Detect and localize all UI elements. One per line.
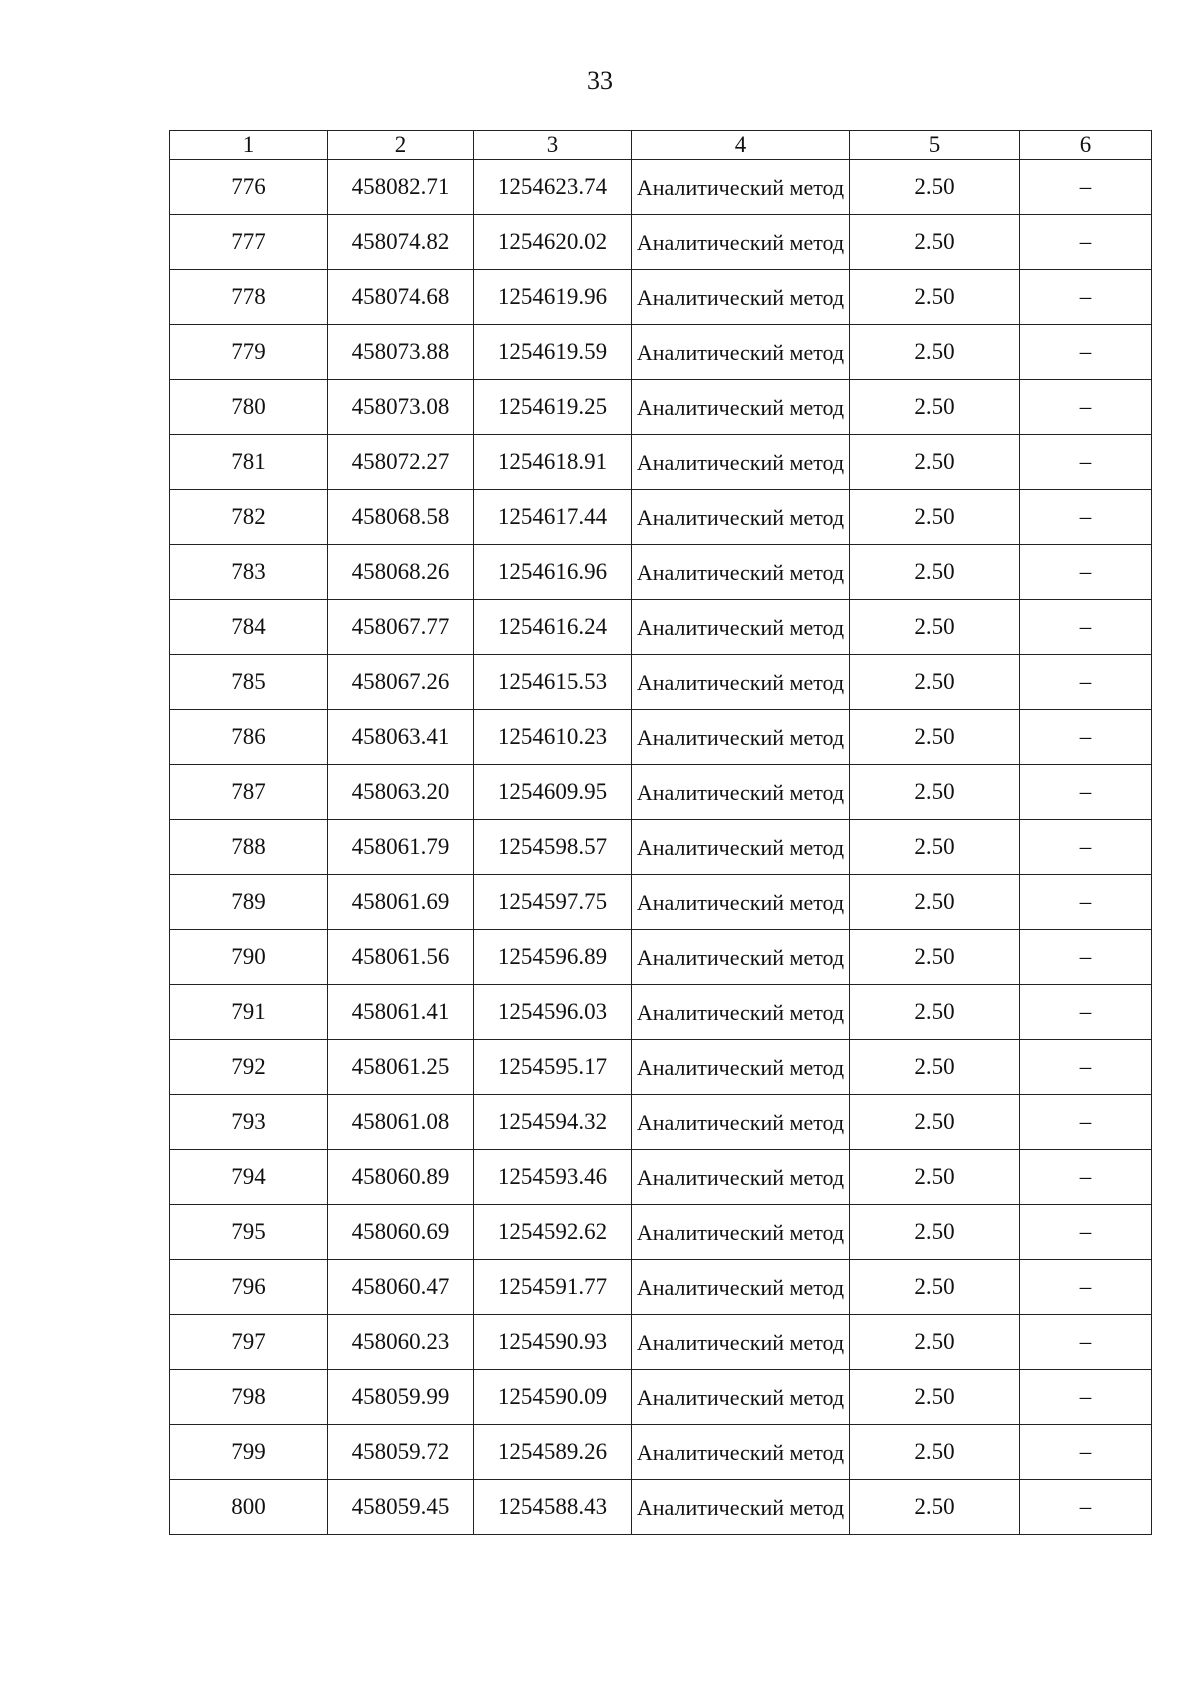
y-coordinate-cell: 1254593.46: [474, 1150, 632, 1205]
y-coordinate-cell: 1254592.62: [474, 1205, 632, 1260]
y-coordinate-cell: 1254595.17: [474, 1040, 632, 1095]
method-cell: Аналитический метод: [632, 1095, 850, 1150]
accuracy-cell: 2.50: [850, 985, 1020, 1040]
x-coordinate-cell: 458067.26: [328, 655, 474, 710]
x-coordinate-cell: 458060.23: [328, 1315, 474, 1370]
description-cell: –: [1020, 1095, 1152, 1150]
point-number-cell: 784: [170, 600, 328, 655]
table-row: [170, 1150, 1152, 1205]
table-body: [170, 160, 1152, 1535]
column-header-5: 5: [850, 131, 1020, 160]
description-cell: –: [1020, 710, 1152, 765]
description-cell: –: [1020, 1315, 1152, 1370]
accuracy-cell: 2.50: [850, 820, 1020, 875]
x-coordinate-cell: 458072.27: [328, 435, 474, 490]
column-header-1: 1: [170, 131, 328, 160]
table-row: [170, 930, 1152, 985]
accuracy-cell: 2.50: [850, 215, 1020, 270]
method-cell: Аналитический метод: [632, 160, 850, 215]
column-header-2: 2: [328, 131, 474, 160]
x-coordinate-cell: 458060.89: [328, 1150, 474, 1205]
description-cell: –: [1020, 435, 1152, 490]
description-cell: –: [1020, 215, 1152, 270]
point-number-cell: 776: [170, 160, 328, 215]
table-row: [170, 1425, 1152, 1480]
y-coordinate-cell: 1254610.23: [474, 710, 632, 765]
x-coordinate-cell: 458074.82: [328, 215, 474, 270]
y-coordinate-cell: 1254616.96: [474, 545, 632, 600]
description-cell: –: [1020, 270, 1152, 325]
method-cell: Аналитический метод: [632, 380, 850, 435]
method-cell: Аналитический метод: [632, 600, 850, 655]
point-number-cell: 783: [170, 545, 328, 600]
table-row: [170, 1480, 1152, 1535]
table-row: [170, 1205, 1152, 1260]
description-cell: –: [1020, 1425, 1152, 1480]
accuracy-cell: 2.50: [850, 1425, 1020, 1480]
description-cell: –: [1020, 1480, 1152, 1535]
point-number-cell: 794: [170, 1150, 328, 1205]
method-cell: Аналитический метод: [632, 710, 850, 765]
method-cell: Аналитический метод: [632, 215, 850, 270]
x-coordinate-cell: 458061.08: [328, 1095, 474, 1150]
x-coordinate-cell: 458059.72: [328, 1425, 474, 1480]
point-number-cell: 799: [170, 1425, 328, 1480]
table-row: [170, 875, 1152, 930]
description-cell: –: [1020, 655, 1152, 710]
table-row: [170, 325, 1152, 380]
table-row: [170, 655, 1152, 710]
x-coordinate-cell: 458067.77: [328, 600, 474, 655]
y-coordinate-cell: 1254596.03: [474, 985, 632, 1040]
table-row: [170, 985, 1152, 1040]
accuracy-cell: 2.50: [850, 765, 1020, 820]
table-row: [170, 1260, 1152, 1315]
x-coordinate-cell: 458068.26: [328, 545, 474, 600]
method-cell: Аналитический метод: [632, 1150, 850, 1205]
point-number-cell: 791: [170, 985, 328, 1040]
method-cell: Аналитический метод: [632, 655, 850, 710]
accuracy-cell: 2.50: [850, 490, 1020, 545]
table-row: [170, 545, 1152, 600]
coordinates-table: [169, 130, 1152, 1535]
x-coordinate-cell: 458061.56: [328, 930, 474, 985]
description-cell: –: [1020, 490, 1152, 545]
description-cell: –: [1020, 820, 1152, 875]
x-coordinate-cell: 458063.20: [328, 765, 474, 820]
method-cell: Аналитический метод: [632, 1040, 850, 1095]
point-number-cell: 785: [170, 655, 328, 710]
y-coordinate-cell: 1254590.93: [474, 1315, 632, 1370]
method-cell: Аналитический метод: [632, 435, 850, 490]
column-header-3: 3: [474, 131, 632, 160]
y-coordinate-cell: 1254588.43: [474, 1480, 632, 1535]
table-row: [170, 1040, 1152, 1095]
table-row: [170, 1315, 1152, 1370]
x-coordinate-cell: 458061.69: [328, 875, 474, 930]
column-header-6: 6: [1020, 131, 1152, 160]
method-cell: Аналитический метод: [632, 325, 850, 380]
point-number-cell: 795: [170, 1205, 328, 1260]
accuracy-cell: 2.50: [850, 1205, 1020, 1260]
method-cell: Аналитический метод: [632, 1480, 850, 1535]
table-row: [170, 710, 1152, 765]
accuracy-cell: 2.50: [850, 930, 1020, 985]
y-coordinate-cell: 1254620.02: [474, 215, 632, 270]
table-row: [170, 1095, 1152, 1150]
point-number-cell: 779: [170, 325, 328, 380]
column-header-4: 4: [632, 131, 850, 160]
point-number-cell: 780: [170, 380, 328, 435]
method-cell: Аналитический метод: [632, 820, 850, 875]
y-coordinate-cell: 1254590.09: [474, 1370, 632, 1425]
description-cell: –: [1020, 1040, 1152, 1095]
table-row: [170, 600, 1152, 655]
point-number-cell: 792: [170, 1040, 328, 1095]
method-cell: Аналитический метод: [632, 1205, 850, 1260]
x-coordinate-cell: 458073.08: [328, 380, 474, 435]
x-coordinate-cell: 458068.58: [328, 490, 474, 545]
y-coordinate-cell: 1254591.77: [474, 1260, 632, 1315]
description-cell: –: [1020, 160, 1152, 215]
description-cell: –: [1020, 600, 1152, 655]
method-cell: Аналитический метод: [632, 1315, 850, 1370]
point-number-cell: 777: [170, 215, 328, 270]
accuracy-cell: 2.50: [850, 875, 1020, 930]
accuracy-cell: 2.50: [850, 1260, 1020, 1315]
point-number-cell: 796: [170, 1260, 328, 1315]
accuracy-cell: 2.50: [850, 325, 1020, 380]
accuracy-cell: 2.50: [850, 1150, 1020, 1205]
x-coordinate-cell: 458059.99: [328, 1370, 474, 1425]
description-cell: –: [1020, 380, 1152, 435]
page-number: 33: [587, 66, 613, 95]
description-cell: –: [1020, 325, 1152, 380]
y-coordinate-cell: 1254619.25: [474, 380, 632, 435]
description-cell: –: [1020, 930, 1152, 985]
table-row: [170, 270, 1152, 325]
x-coordinate-cell: 458074.68: [328, 270, 474, 325]
accuracy-cell: 2.50: [850, 545, 1020, 600]
point-number-cell: 793: [170, 1095, 328, 1150]
header-row: [170, 131, 1152, 160]
table-row: [170, 1370, 1152, 1425]
y-coordinate-cell: 1254623.74: [474, 160, 632, 215]
point-number-cell: 786: [170, 710, 328, 765]
x-coordinate-cell: 458060.69: [328, 1205, 474, 1260]
point-number-cell: 788: [170, 820, 328, 875]
y-coordinate-cell: 1254617.44: [474, 490, 632, 545]
x-coordinate-cell: 458063.41: [328, 710, 474, 765]
y-coordinate-cell: 1254594.32: [474, 1095, 632, 1150]
y-coordinate-cell: 1254619.59: [474, 325, 632, 380]
method-cell: Аналитический метод: [632, 545, 850, 600]
table-row: [170, 380, 1152, 435]
accuracy-cell: 2.50: [850, 160, 1020, 215]
y-coordinate-cell: 1254596.89: [474, 930, 632, 985]
method-cell: Аналитический метод: [632, 270, 850, 325]
table-row: [170, 160, 1152, 215]
table-row: [170, 215, 1152, 270]
x-coordinate-cell: 458073.88: [328, 325, 474, 380]
accuracy-cell: 2.50: [850, 435, 1020, 490]
x-coordinate-cell: 458061.41: [328, 985, 474, 1040]
method-cell: Аналитический метод: [632, 930, 850, 985]
accuracy-cell: 2.50: [850, 1370, 1020, 1425]
accuracy-cell: 2.50: [850, 380, 1020, 435]
method-cell: Аналитический метод: [632, 875, 850, 930]
description-cell: –: [1020, 875, 1152, 930]
description-cell: –: [1020, 1205, 1152, 1260]
point-number-cell: 789: [170, 875, 328, 930]
method-cell: Аналитический метод: [632, 1425, 850, 1480]
accuracy-cell: 2.50: [850, 270, 1020, 325]
y-coordinate-cell: 1254619.96: [474, 270, 632, 325]
point-number-cell: 782: [170, 490, 328, 545]
table-header: [170, 131, 1152, 160]
method-cell: Аналитический метод: [632, 490, 850, 545]
y-coordinate-cell: 1254609.95: [474, 765, 632, 820]
y-coordinate-cell: 1254598.57: [474, 820, 632, 875]
description-cell: –: [1020, 1150, 1152, 1205]
description-cell: –: [1020, 765, 1152, 820]
y-coordinate-cell: 1254618.91: [474, 435, 632, 490]
table-row: [170, 820, 1152, 875]
y-coordinate-cell: 1254589.26: [474, 1425, 632, 1480]
method-cell: Аналитический метод: [632, 765, 850, 820]
table-row: [170, 435, 1152, 490]
point-number-cell: 798: [170, 1370, 328, 1425]
description-cell: –: [1020, 985, 1152, 1040]
accuracy-cell: 2.50: [850, 655, 1020, 710]
point-number-cell: 790: [170, 930, 328, 985]
accuracy-cell: 2.50: [850, 1040, 1020, 1095]
point-number-cell: 797: [170, 1315, 328, 1370]
accuracy-cell: 2.50: [850, 1095, 1020, 1150]
method-cell: Аналитический метод: [632, 985, 850, 1040]
point-number-cell: 781: [170, 435, 328, 490]
x-coordinate-cell: 458059.45: [328, 1480, 474, 1535]
accuracy-cell: 2.50: [850, 1315, 1020, 1370]
accuracy-cell: 2.50: [850, 1480, 1020, 1535]
point-number-cell: 778: [170, 270, 328, 325]
y-coordinate-cell: 1254597.75: [474, 875, 632, 930]
description-cell: –: [1020, 1370, 1152, 1425]
accuracy-cell: 2.50: [850, 710, 1020, 765]
x-coordinate-cell: 458061.79: [328, 820, 474, 875]
x-coordinate-cell: 458082.71: [328, 160, 474, 215]
method-cell: Аналитический метод: [632, 1370, 850, 1425]
table-row: [170, 765, 1152, 820]
x-coordinate-cell: 458061.25: [328, 1040, 474, 1095]
x-coordinate-cell: 458060.47: [328, 1260, 474, 1315]
accuracy-cell: 2.50: [850, 600, 1020, 655]
description-cell: –: [1020, 545, 1152, 600]
point-number-cell: 787: [170, 765, 328, 820]
method-cell: Аналитический метод: [632, 1260, 850, 1315]
table-row: [170, 490, 1152, 545]
y-coordinate-cell: 1254616.24: [474, 600, 632, 655]
point-number-cell: 800: [170, 1480, 328, 1535]
y-coordinate-cell: 1254615.53: [474, 655, 632, 710]
description-cell: –: [1020, 1260, 1152, 1315]
